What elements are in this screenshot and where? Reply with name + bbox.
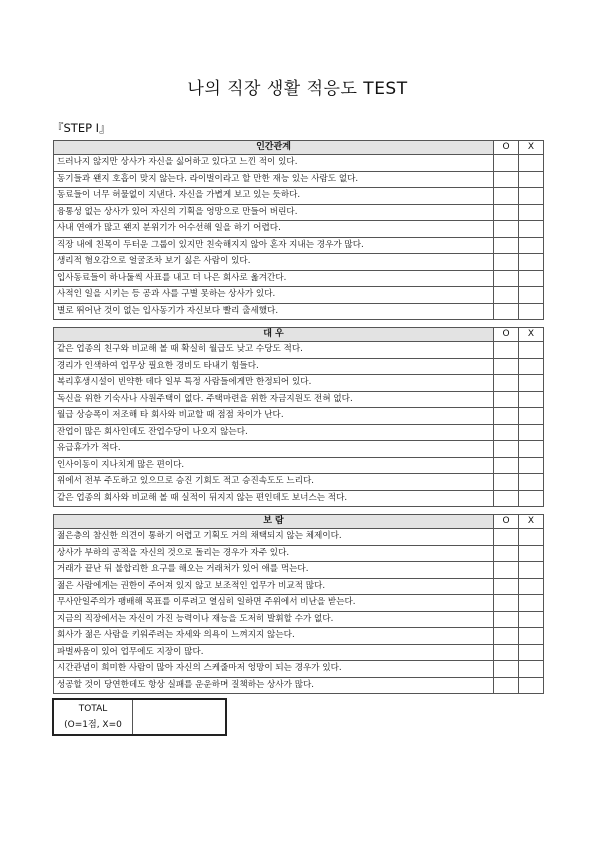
question-text: 별로 뛰어난 것이 없는 입사동기가 자신보다 빨리 출세했다.: [54, 303, 494, 320]
question-text: 잔업이 많은 회사인데도 잔업수당이 나오지 않는다.: [54, 424, 494, 441]
question-text: 경리가 인색하여 업무상 필요한 경비도 타내기 힘들다.: [54, 358, 494, 375]
question-text: 직장 내에 친목이 두터운 그룹이 있지만 친숙해지지 않아 혼자 지내는 경우가 많다.: [54, 237, 494, 254]
section-header-row: [54, 141, 544, 155]
section-header: 보 람: [54, 515, 494, 529]
section-fulfillment: [53, 514, 544, 694]
question-text: 시간관념이 희미한 사람이 많아 자신의 스케줄마저 엉망이 되는 경우가 있다.: [54, 661, 494, 678]
o-answer-cell[interactable]: [494, 155, 519, 172]
x-answer-cell[interactable]: [519, 628, 544, 645]
o-answer-cell[interactable]: [494, 578, 519, 595]
o-answer-cell[interactable]: [494, 595, 519, 612]
question-text: 사내 연애가 많고 왠지 분위기가 어수선해 일을 하기 어렵다.: [54, 221, 494, 238]
x-answer-cell[interactable]: [519, 595, 544, 612]
x-answer-cell[interactable]: [519, 221, 544, 238]
question-row: [54, 644, 544, 661]
question-text: 거래가 끝난 뒤 불합리한 요구를 해오는 거래처가 있어 애를 먹는다.: [54, 562, 494, 579]
o-answer-cell[interactable]: [494, 677, 519, 694]
question-row: [54, 595, 544, 612]
question-row: [54, 287, 544, 304]
x-answer-cell[interactable]: [519, 644, 544, 661]
section-treatment: [53, 327, 544, 507]
question-text: 사적인 일을 시키는 등 공과 사를 구별 못하는 상사가 있다.: [54, 287, 494, 304]
question-row: [54, 578, 544, 595]
question-row: [54, 441, 544, 458]
question-row: [54, 562, 544, 579]
o-column-header: O: [494, 141, 519, 155]
question-row: [54, 155, 544, 172]
o-column-header: O: [494, 515, 519, 529]
question-row: [54, 677, 544, 694]
section-header-row: [54, 515, 544, 529]
question-row: [54, 358, 544, 375]
question-row: [54, 375, 544, 392]
question-text: 생리적 혐오감으로 얼굴조차 보기 싫은 사람이 있다.: [54, 254, 494, 271]
x-column-header: X: [519, 141, 544, 155]
question-row: [54, 490, 544, 507]
question-text: 동료들이 너무 허물없이 지낸다. 자신을 가볍게 보고 있는 듯하다.: [54, 188, 494, 205]
question-row: [54, 545, 544, 562]
step-label: 『STEP Ⅰ』: [52, 121, 111, 135]
o-answer-cell[interactable]: [494, 611, 519, 628]
question-row: [54, 188, 544, 205]
x-answer-cell[interactable]: [519, 237, 544, 254]
o-answer-cell[interactable]: [494, 490, 519, 507]
section-header: 대 우: [54, 328, 494, 342]
x-answer-cell[interactable]: [519, 611, 544, 628]
total-scoring-note: (O=1점, X=0: [64, 720, 122, 730]
question-row: [54, 342, 544, 359]
o-answer-cell[interactable]: [494, 254, 519, 271]
x-answer-cell[interactable]: [519, 303, 544, 320]
x-answer-cell[interactable]: [519, 287, 544, 304]
x-answer-cell[interactable]: [519, 204, 544, 221]
o-answer-cell[interactable]: [494, 545, 519, 562]
question-text: 동기들과 왠지 호흡이 맞지 않는다. 라이벌이라고 할 만한 재능 있는 사람도 없다.: [54, 171, 494, 188]
question-text: 유급휴가가 적다.: [54, 441, 494, 458]
x-column-header: X: [519, 328, 544, 342]
o-answer-cell[interactable]: [494, 303, 519, 320]
x-answer-cell[interactable]: [519, 171, 544, 188]
question-text: 성공할 것이 당연한데도 항상 실패를 운운하며 질책하는 상사가 많다.: [54, 677, 494, 694]
question-text: 월급 상승폭이 저조해 타 회사와 비교할 때 점점 차이가 난다.: [54, 408, 494, 425]
total-score-field[interactable]: [133, 699, 227, 735]
question-row: [54, 237, 544, 254]
x-answer-cell[interactable]: [519, 529, 544, 546]
o-answer-cell[interactable]: [494, 661, 519, 678]
question-text: 같은 업종의 친구와 비교해 볼 때 확실히 월급도 낮고 수당도 적다.: [54, 342, 494, 359]
total-label-cell: [53, 699, 133, 735]
question-text: 드러나지 않지만 상사가 자신을 싫어하고 있다고 느낀 적이 있다.: [54, 155, 494, 172]
question-text: 융통성 없는 상사가 있어 자신의 기획을 엉망으로 만들어 버린다.: [54, 204, 494, 221]
section-header-row: [54, 328, 544, 342]
o-answer-cell[interactable]: [494, 424, 519, 441]
question-text: 복리후생시설이 빈약한 데다 일부 특정 사람들에게만 한정되어 있다.: [54, 375, 494, 392]
page-title: 나의 직장 생활 적응도 TEST: [187, 79, 408, 99]
x-answer-cell[interactable]: [519, 155, 544, 172]
question-row: [54, 391, 544, 408]
o-answer-cell[interactable]: [494, 441, 519, 458]
x-answer-cell[interactable]: [519, 677, 544, 694]
o-answer-cell[interactable]: [494, 221, 519, 238]
question-row: [54, 529, 544, 546]
o-answer-cell[interactable]: [494, 375, 519, 392]
x-answer-cell[interactable]: [519, 342, 544, 359]
question-text: 인사이동이 지나치게 많은 편이다.: [54, 457, 494, 474]
o-answer-cell[interactable]: [494, 391, 519, 408]
o-answer-cell[interactable]: [494, 628, 519, 645]
question-row: [54, 457, 544, 474]
question-row: [54, 628, 544, 645]
o-answer-cell[interactable]: [494, 408, 519, 425]
x-answer-cell[interactable]: [519, 188, 544, 205]
o-answer-cell[interactable]: [494, 287, 519, 304]
o-answer-cell[interactable]: [494, 342, 519, 359]
o-answer-cell[interactable]: [494, 358, 519, 375]
o-answer-cell[interactable]: [494, 171, 519, 188]
question-text: 독신을 위한 기숙사나 사원주택이 없다. 주택마련을 위한 자금지원도 전혀 없다.: [54, 391, 494, 408]
total-box: [52, 698, 227, 736]
question-text: 무사안일주의가 팽배해 목표를 이루려고 열심히 일하면 주위에서 비난을 받는다.: [54, 595, 494, 612]
o-answer-cell[interactable]: [494, 270, 519, 287]
x-answer-cell[interactable]: [519, 441, 544, 458]
x-answer-cell[interactable]: [519, 254, 544, 271]
question-row: [54, 254, 544, 271]
question-text: 회사가 젊은 사람을 키워주려는 자세와 의욕이 느껴지지 않는다.: [54, 628, 494, 645]
o-answer-cell[interactable]: [494, 562, 519, 579]
question-row: [54, 474, 544, 491]
x-answer-cell[interactable]: [519, 408, 544, 425]
x-answer-cell[interactable]: [519, 661, 544, 678]
o-answer-cell[interactable]: [494, 474, 519, 491]
x-answer-cell[interactable]: [519, 270, 544, 287]
question-text: 같은 업종의 회사와 비교해 볼 때 실적이 뒤지지 않는 편인데도 보너스는 적다.: [54, 490, 494, 507]
x-answer-cell[interactable]: [519, 474, 544, 491]
question-row: [54, 408, 544, 425]
section-interpersonal: [53, 140, 544, 320]
question-text: 파벌싸움이 있어 업무에도 지장이 많다.: [54, 644, 494, 661]
question-text: 상사가 부하의 공적을 자신의 것으로 돌리는 경우가 자주 있다.: [54, 545, 494, 562]
o-column-header: O: [494, 328, 519, 342]
question-row: [54, 270, 544, 287]
o-answer-cell[interactable]: [494, 188, 519, 205]
question-row: [54, 611, 544, 628]
question-row: [54, 303, 544, 320]
x-answer-cell[interactable]: [519, 545, 544, 562]
question-text: 지금의 직장에서는 자신이 가진 능력이나 재능을 도저히 발휘할 수가 없다.: [54, 611, 494, 628]
o-answer-cell[interactable]: [494, 237, 519, 254]
o-answer-cell[interactable]: [494, 644, 519, 661]
question-text: 젊은층의 참신한 의견이 통하기 어렵고 기획도 거의 채택되지 않는 체제이다.: [54, 529, 494, 546]
question-row: [54, 424, 544, 441]
x-answer-cell[interactable]: [519, 424, 544, 441]
o-answer-cell[interactable]: [494, 529, 519, 546]
question-text: 위에서 전부 주도하고 있으므로 승진 기회도 적고 승진속도도 느리다.: [54, 474, 494, 491]
total-label: TOTAL: [78, 704, 108, 714]
question-row: [54, 204, 544, 221]
question-row: [54, 171, 544, 188]
section-header: 인간관계: [54, 141, 494, 155]
x-answer-cell[interactable]: [519, 358, 544, 375]
x-column-header: X: [519, 515, 544, 529]
x-answer-cell[interactable]: [519, 391, 544, 408]
x-answer-cell[interactable]: [519, 375, 544, 392]
x-answer-cell[interactable]: [519, 490, 544, 507]
question-text: 입사동료들이 하나둘씩 사표를 내고 더 나은 회사로 옮겨간다.: [54, 270, 494, 287]
x-answer-cell[interactable]: [519, 578, 544, 595]
x-answer-cell[interactable]: [519, 457, 544, 474]
o-answer-cell[interactable]: [494, 204, 519, 221]
x-answer-cell[interactable]: [519, 562, 544, 579]
question-row: [54, 221, 544, 238]
o-answer-cell[interactable]: [494, 457, 519, 474]
question-text: 젊은 사람에게는 권한이 주어져 있지 않고 보조적인 업무가 비교적 많다.: [54, 578, 494, 595]
question-row: [54, 661, 544, 678]
